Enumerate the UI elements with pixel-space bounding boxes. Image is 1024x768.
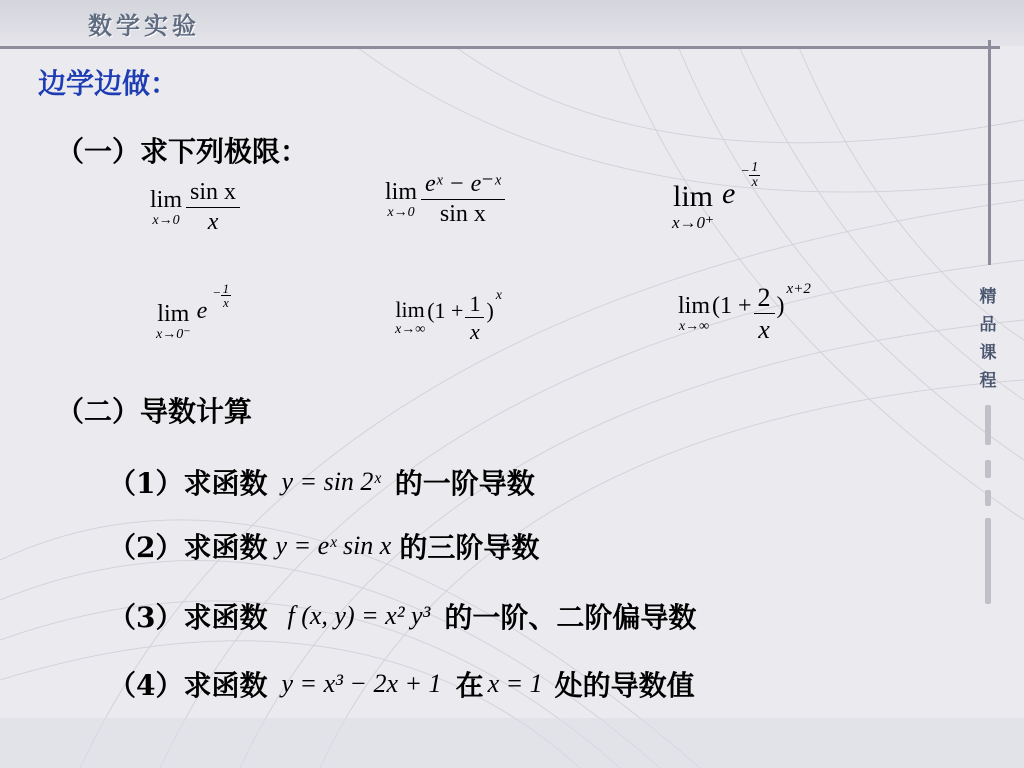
header-title: 数学实验 xyxy=(88,11,200,40)
lim-word: lim xyxy=(150,186,183,213)
exponent-denominator: x xyxy=(751,175,758,190)
header-divider xyxy=(0,46,1000,49)
sidebar-char: 精 xyxy=(979,287,997,307)
limit-expression-5 xyxy=(395,287,502,345)
lim-subscript: x→0 xyxy=(152,212,180,228)
problem-index: （1） xyxy=(108,467,184,500)
problem-verb: 求函数 xyxy=(183,467,268,500)
lim-subscript: x→0⁺ xyxy=(672,213,715,232)
exponent-sign: − xyxy=(213,285,221,300)
exponent: x xyxy=(495,287,502,303)
problem-tail: 的三阶导数 xyxy=(399,531,540,564)
problem-tail: 的一阶、二阶偏导数 xyxy=(444,601,697,634)
limit-expression-4 xyxy=(156,280,231,342)
sidebar-bar xyxy=(985,405,991,445)
problem-index: （4） xyxy=(108,669,184,702)
problem-formula-point: x = 1 xyxy=(487,669,543,698)
sidebar-label xyxy=(975,283,1001,395)
lim-word: lim xyxy=(673,180,714,213)
exponent-denominator: x xyxy=(222,294,229,310)
problem-item-4 xyxy=(108,664,695,704)
lim-word: lim xyxy=(157,301,190,327)
problem-item-2 xyxy=(108,526,539,566)
problem-verb: 求函数 xyxy=(183,601,268,634)
limit-expression-2 xyxy=(385,172,507,227)
expression-prefix: (1 + xyxy=(712,293,752,320)
expression-prefix: (1 + xyxy=(427,297,464,323)
sidebar-char: 程 xyxy=(979,371,997,391)
exponent-numerator: 1 xyxy=(222,280,230,296)
exponent-numerator: 1 xyxy=(751,160,759,175)
problem-formula: y = sin 2ˣ xyxy=(281,467,381,496)
fraction-numerator: 2 xyxy=(754,284,775,314)
lim-subscript: x→∞ xyxy=(395,321,426,337)
intro-heading: 边学边做： xyxy=(38,67,179,100)
fraction-denominator: x xyxy=(758,315,770,345)
problem-tail: 的一阶导数 xyxy=(394,467,535,500)
fraction-denominator: x xyxy=(207,209,219,236)
lim-word: lim xyxy=(395,296,425,322)
expression-suffix: ) xyxy=(486,297,494,323)
lim-subscript: x→0⁻ xyxy=(156,327,191,342)
lim-subscript: x→∞ xyxy=(678,318,710,334)
exponent-sign: − xyxy=(741,163,750,179)
problem-mid: 在 xyxy=(455,669,484,702)
expression-suffix: ) xyxy=(776,293,785,320)
fraction-numerator: sin x xyxy=(186,180,240,208)
sidebar-bar xyxy=(985,490,991,506)
problem-verb: 求函数 xyxy=(183,669,268,702)
limit-expression-6 xyxy=(678,281,811,345)
sidebar-char: 品 xyxy=(979,315,997,335)
exponential-base: e xyxy=(722,176,736,210)
part2-heading: （二）导数计算 xyxy=(56,395,253,428)
limit-expression-1 xyxy=(150,180,242,235)
lim-word: lim xyxy=(678,292,711,319)
limit-expression-3 xyxy=(672,160,760,231)
exponent: x+2 xyxy=(786,281,811,298)
sidebar-char: 课 xyxy=(979,343,997,363)
problem-formula: y = x³ − 2x + 1 xyxy=(281,669,442,698)
fraction-numerator: 1 xyxy=(465,292,484,318)
problem-formula: f (x, y) = x² y³ xyxy=(287,601,431,630)
problem-verb: 求函数 xyxy=(183,531,268,564)
problem-index: （3） xyxy=(108,601,184,634)
problem-item-1 xyxy=(108,462,535,502)
lim-word: lim xyxy=(385,178,418,205)
fraction-numerator: eˣ − e⁻ˣ xyxy=(421,172,505,200)
fraction-denominator: sin x xyxy=(439,201,486,228)
part1-heading: （一）求下列极限： xyxy=(56,135,309,168)
problem-tail: 处的导数值 xyxy=(554,669,695,702)
problem-formula: y = eˣ sin x xyxy=(275,531,392,560)
fraction-denominator: x xyxy=(470,319,480,345)
lim-subscript: x→0 xyxy=(387,204,415,220)
sidebar-bar xyxy=(985,518,991,604)
exponential-base: e xyxy=(196,297,208,324)
problem-item-3 xyxy=(108,596,696,636)
sidebar-bar xyxy=(985,460,991,478)
problem-index: （2） xyxy=(108,531,184,564)
right-divider xyxy=(988,40,991,265)
